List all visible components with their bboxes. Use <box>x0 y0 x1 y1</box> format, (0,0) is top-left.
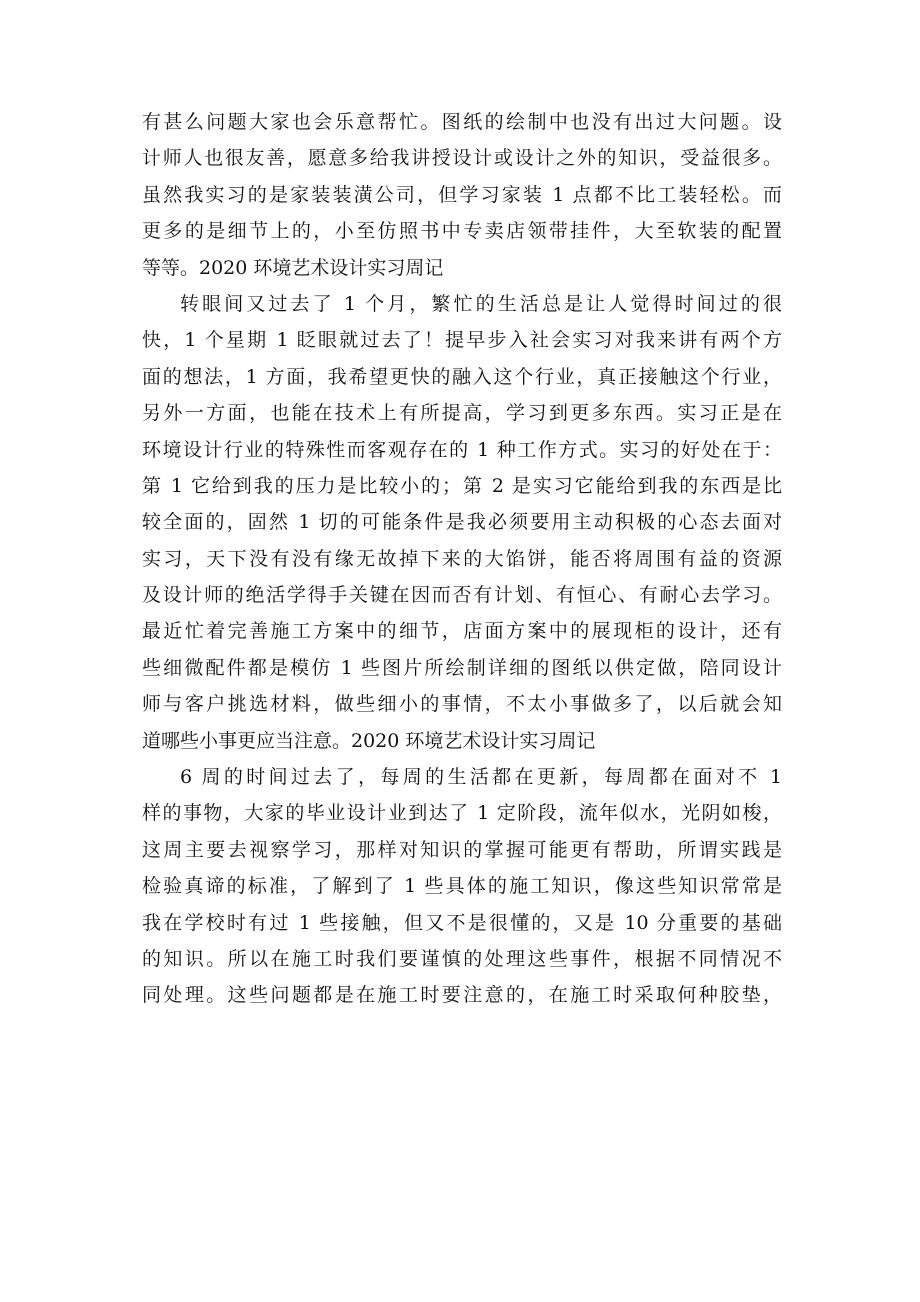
text-line: 检验真谛的标准，了解到了 1 些具体的施工知识，像这些知识常常是 <box>142 875 782 898</box>
text-line: 计师人也很友善，愿意多给我讲授设计或设计之外的知识，受益很多。 <box>142 147 782 170</box>
text-line: 第 1 它给到我的压力是比较小的；第 2 是实习它能给到我的东西是比 <box>142 474 782 497</box>
text-line: 同处理。这些问题都是在施工时要注意的，在施工时采取何种胶垫， <box>142 984 782 1007</box>
text-line: 道哪些小事更应当注意。2020 环境艺术设计实习周记 <box>142 729 596 752</box>
paragraph-3 <box>142 759 782 1014</box>
text-line: 较全面的，固然 1 切的可能条件是我必须要用主动积极的心态去面对 <box>142 511 782 534</box>
text-line: 我在学校时有过 1 些接触，但又不是很懂的，又是 10 分重要的基础 <box>142 911 782 934</box>
text-line: 另外一方面，也能在技术上有所提高，学习到更多东西。实习正是在 <box>142 402 782 425</box>
text-line: 转眼间又过去了 1 个月，繁忙的生活总是让人觉得时间过的很 <box>180 292 782 315</box>
paragraph-2 <box>142 286 782 759</box>
text-line: 快，1 个星期 1 眨眼就过去了！提早步入社会实习对我来讲有两个方 <box>142 329 782 352</box>
text-line: 样的事物，大家的毕业设计业到达了 1 定阶段，流年似水，光阴如梭， <box>142 802 782 825</box>
text-line: 的知识。所以在施工时我们要谨慎的处理这些事件，根据不同情况不 <box>142 947 782 970</box>
text-line: 最近忙着完善施工方案中的细节，店面方案中的展现柜的设计，还有 <box>142 620 782 643</box>
text-line: 这周主要去视察学习，那样对知识的掌握可能更有帮助，所谓实践是 <box>142 838 782 861</box>
paragraph-1 <box>142 104 782 286</box>
text-line: 环境设计行业的特殊性而客观存在的 1 种工作方式。实习的好处在于： <box>142 438 782 461</box>
text-line: 等等。2020 环境艺术设计实习周记 <box>142 256 444 279</box>
text-line: 些细微配件都是模仿 1 些图片所绘制详细的图纸以供定做，陪同设计 <box>142 656 782 679</box>
text-line: 面的想法，1 方面，我希望更快的融入这个行业，真正接触这个行业， <box>142 365 782 388</box>
text-line: 有甚么问题大家也会乐意帮忙。图纸的绘制中也没有出过大问题。设 <box>142 111 782 133</box>
text-line: 虽然我实习的是家装装潢公司，但学习家装 1 点都不比工装轻松。而 <box>142 183 782 206</box>
text-line: 师与客户挑选材料，做些细小的事情，不太小事做多了，以后就会知 <box>142 693 782 716</box>
document-body <box>142 104 782 1014</box>
text-line: 更多的是细节上的，小至仿照书中专卖店领带挂件，大至软装的配置 <box>142 220 782 243</box>
text-line: 6 周的时间过去了，每周的生活都在更新，每周都在面对不 1 <box>180 766 782 789</box>
text-line: 实习，天下没有没有缘无故掉下来的大馅饼，能否将周围有益的资源 <box>142 547 782 570</box>
text-line: 及设计师的绝活学得手关键在因而否有计划、有恒心、有耐心去学习。 <box>142 584 782 607</box>
